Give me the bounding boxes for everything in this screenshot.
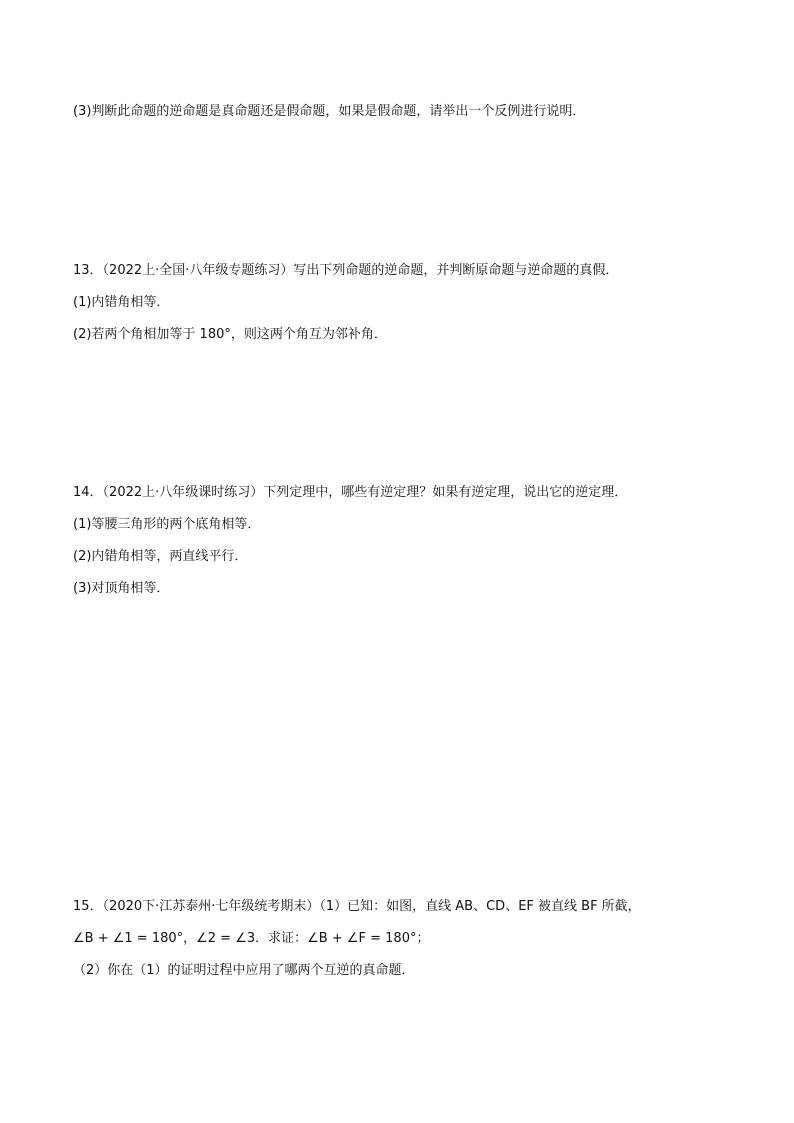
q13-part1: (1)内错角相等． <box>73 295 170 310</box>
q13-part2: (2)若两个角相加等于 180°，则这两个角互为邻补角． <box>73 327 387 342</box>
q13-stem: 13．（2022上·全国·八年级专题练习）写出下列命题的逆命题，并判断原命题与逆命题的真假． <box>73 263 619 278</box>
q14-part3: (3)对顶角相等． <box>73 581 170 596</box>
q15-part2: （2）你在（1）的证明过程中应用了哪两个互逆的真命题． <box>73 963 415 978</box>
q12-part3: (3)判断此命题的逆命题是真命题还是假命题，如果是假命题，请举出一个反例进行说明． <box>73 104 586 119</box>
q14-stem: 14．（2022上·八年级课时练习）下列定理中，哪些有逆定理？如果有逆定理，说出它的逆定理． <box>73 485 628 500</box>
q15-condition: ∠B + ∠1 = 180°，∠2 = ∠3．求证：∠B + ∠F = 180°； <box>73 931 430 946</box>
q14-part2: (2)内错角相等，两直线平行． <box>73 549 248 564</box>
q15-stem: 15．（2020下·江苏泰州·七年级统考期末）（1）已知：如图，直线 AB、CD、EF 被直线 BF 所截， <box>73 899 641 914</box>
q14-part1: (1)等腰三角形的两个底角相等． <box>73 517 261 532</box>
